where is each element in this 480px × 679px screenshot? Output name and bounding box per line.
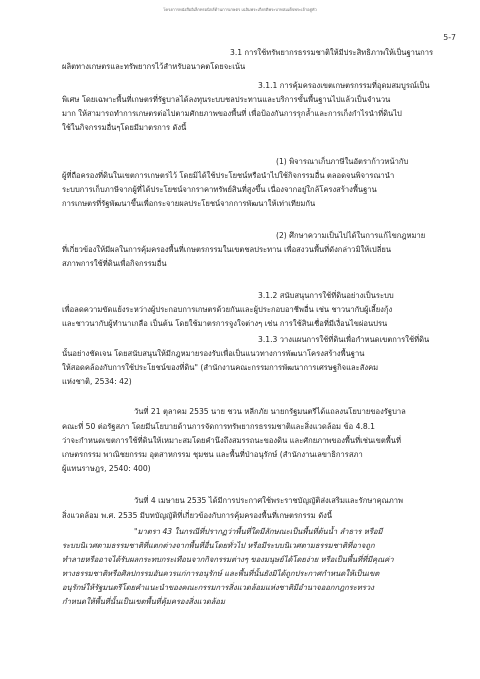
text-line: 3.1.1 การคุ้มครองเขตเกษตรกรรมที่อุดมสมบูรณ์เป็น [258, 81, 430, 90]
text-line: และชาวนากับผู้ทำนาเกลือ เป็นต้น โดยใช้มาตรการจูงใจต่างๆ เช่น การใช้สินเชื่อที่มีเงื่อนไขผ่อนปรน [62, 319, 388, 328]
page-number: 5-7 [443, 33, 456, 42]
text-line: พิเศษ โดยเฉพาะพื้นที่เกษตรที่รัฐบาลได้ลงทุนระบบชลประทานและบริการขั้นพื้นฐานไปแล้วเป็นจำนวน [62, 95, 391, 104]
text-line: สิ่งแวดล้อม พ.ศ. 2535 มีบทบัญญัติที่เกี่ยวข้องกับการคุ้มครองพื้นที่เกษตรกรรม ดังนี้ [62, 511, 333, 520]
text-line: สภาพการใช้ที่ดินเพื่อกิจกรรมอื่น [62, 259, 167, 268]
quote-line: อนุรักษ์ให้รัฐมนตรีโดยคำแนะนำของคณะกรรมการสิ่งแวดล้อมแห่งชาติมีอำนาจออกกฎกระทรวง [62, 583, 374, 592]
text-line: เพื่อลดความขัดแย้งระหว่างผู้ประกอบการเกษตรด้วยกันและผู้ประกอบอาชีพอื่น เช่น ชาวนากับผู้เลี้ยงกุ้ง [62, 305, 393, 314]
text-line: 3.1.2 สนับสนุนการใช้ที่ดินอย่างเป็นระบบ [258, 291, 394, 300]
text-line: ผู้ที่ถือครองที่ดินในเขตการเกษตรไว้ โดยมิได้ใช้ประโยชน์หรือนำไปใช้กิจกรรมอื่น ตลอดจนพิจารณานำ [62, 171, 395, 180]
text-line: 3.1.3 วางแผนการใช้ที่ดินเพื่อกำหนดเขตการใช้ที่ดิน [258, 335, 430, 344]
text-line: แห่งชาติ, 2534: 42) [62, 377, 132, 386]
text-line: นั้นอย่างชัดเจน โดยสนับสนุนให้มีกฎหมายรองรับเพื่อเป็นแนวทางการพัฒนาโครงสร้างพื้นฐาน [62, 349, 365, 358]
text-line: ว่าจะกำหนดเขตการใช้ที่ดินให้เหมาะสมโดยคำนึงถึงสมรรถนะของดิน และศักยภาพของพื้นที่เช่นเขตพื้นที่ [62, 436, 401, 445]
text-line: ที่เกี่ยวข้องให้มีผลในการคุ้มครองพื้นที่เกษตรกรรมในเขตชลประทาน เพื่อสงวนพื้นที่ดังกล่าวมิให้เปลี่ยน [62, 245, 392, 254]
text-line: (1) พิจารณาเก็บภาษีในอัตราก้าวหน้ากับ [276, 157, 409, 166]
running-header: โครงการหนังสืออิเล็กทรอนิกส์ด้านการเกษตร เฉลิมพระเกียรติพระบาทสมเด็จพระเจ้าอยู่หัว [163, 7, 317, 12]
text-line: เกษตรกรรม พาณิชยกรรม อุตสาหกรรม ชุมชน และพื้นที่ป่าอนุรักษ์ (สำนักงานเลขาธิการสภา [62, 450, 363, 459]
text-line: ให้สอดคล้องกับการใช้ประโยชน์ของที่ดิน" (สำนักงานคณะกรรมการพัฒนาการเศรษฐกิจและสังคม [62, 363, 379, 372]
text-line: ผู้แทนราษฎร, 2540: 400) [62, 464, 151, 473]
quote-line: ทำลายหรืออาจได้รับผลกระทบกระเทือนจากกิจกรรมต่างๆ ของมนุษย์ได้โดยง่าย หรือเป็นพื้นที่ที่มีคุณค่า [62, 555, 394, 564]
text-line: วันที่ 21 ตุลาคม 2535 นาย ชวน หลีกภัย นายกรัฐมนตรีได้แถลงนโยบายของรัฐบาล [134, 407, 406, 416]
text-line: ระบบการเก็บภาษีจากผู้ที่ได้ประโยชน์จากราคาทรัพย์สินที่สูงขึ้น เนื่องจากอยู่ใกล้โครงสร้างพื้นฐาน [62, 185, 377, 194]
text-line: การเกษตรที่รัฐพัฒนาขึ้นเพื่อกระจายผลประโยชน์จากการพัฒนาให้เท่าเทียมกัน [62, 199, 316, 208]
text-line: คณะที่ 50 ต่อรัฐสภา โดยมีนโยบายด้านการจัดการทรัพยากรธรรมชาติและสิ่งแวดล้อม ข้อ 4.8.1 [62, 422, 375, 431]
text-line: ผลิตทางเกษตรและทรัพยากรไว้สำหรับอนาคตโดยจะเน้น [62, 62, 246, 71]
quote-line: ทางธรรมชาติหรือศิลปกรรมอันควรแก่การอนุรักษ์ และพื้นที่นั้นยังมิได้ถูกประกาศกำหนดให้เป็นเขต [62, 569, 380, 578]
quote-line: "มาตรา 43 ในกรณีที่ปรากฏว่าพื้นที่ใดมีลักษณะเป็นพื้นที่ต้นน้ำ ลำธาร หรือมี [134, 527, 383, 536]
text-line: 3.1 การใช้ทรัพยากรธรรมชาติให้มีประสิทธิภาพให้เป็นฐานการ [230, 48, 434, 57]
text-line: ใช้ในกิจกรรมอื่นๆโดยมีมาตรการ ดังนี้ [62, 123, 187, 132]
quote-line: ระบบนิเวศตามธรรมชาติที่แตกต่างจากพื้นที่อื่นโดยทั่วไป หรือมีระบบนิเวศตามธรรมชาติที่อาจถูก [62, 541, 375, 550]
quote-line: กำหนดให้พื้นที่นั้นเป็นเขตพื้นที่คุ้มครองสิ่งแวดล้อม [62, 597, 225, 606]
text-line: (2) ศึกษาความเป็นไปได้ในการแก้ไขกฎหมาย [276, 231, 426, 240]
text-line: มาก ให้สามารถทำการเกษตรต่อไปตามศักยภาพของพื้นที่ เพื่อป้องกันการรุกล้ำและการเก็งกำไรนำที่ดินไป [62, 109, 402, 118]
text-line: วันที่ 4 เมษายน 2535 ได้มีการประกาศใช้พระราชบัญญัติส่งเสริมและรักษาคุณภาพ [134, 496, 403, 505]
